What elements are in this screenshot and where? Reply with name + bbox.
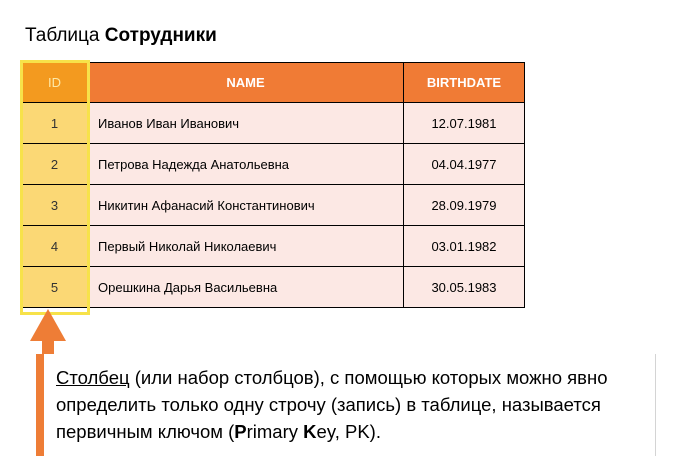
callout-k-bold: K [303, 421, 317, 442]
callout-p-bold: P [234, 421, 247, 442]
up-arrow-icon [30, 309, 66, 354]
table-title [25, 24, 217, 48]
table-row [22, 103, 525, 144]
callout-accent-bar [36, 354, 44, 456]
cell-name: Никитин Афанасий Константинович [88, 185, 404, 226]
column-header-birthdate: BIRTHDATE [404, 63, 525, 103]
cell-name: Первый Николай Николаевич [88, 226, 404, 267]
table-row [22, 185, 525, 226]
cell-birthdate: 12.07.1981 [404, 103, 525, 144]
cell-name: Иванов Иван Иванович [88, 103, 404, 144]
cell-id: 5 [22, 267, 88, 308]
cell-birthdate: 28.09.1979 [404, 185, 525, 226]
cell-id: 3 [22, 185, 88, 226]
callout-text-body: (или набор столбцов), с помощью которых можно явно определить только одну строчу (запись) в таблице, называется первичным ключом ( [56, 367, 608, 442]
callout-term: Столбец [56, 367, 130, 388]
column-header-id: ID [22, 63, 88, 103]
callout-p-rest: rimary [246, 421, 304, 442]
cell-name: Орешкина Дарья Васильевна [88, 267, 404, 308]
title-prefix: Таблица [25, 25, 100, 46]
callout-text [56, 364, 651, 445]
cell-birthdate: 03.01.1982 [404, 226, 525, 267]
table-row [22, 267, 525, 308]
table-row [22, 144, 525, 185]
cell-name: Петрова Надежда Анатольевна [88, 144, 404, 185]
column-header-name: NAME [88, 63, 404, 103]
primary-key-callout [36, 354, 656, 456]
employees-table [21, 62, 525, 308]
cell-id: 4 [22, 226, 88, 267]
title-table-name: Сотрудники [104, 25, 217, 46]
cell-id: 2 [22, 144, 88, 185]
table-row [22, 226, 525, 267]
table-header-row [22, 63, 525, 103]
callout-right-edge [655, 354, 656, 456]
cell-birthdate: 04.04.1977 [404, 144, 525, 185]
cell-birthdate: 30.05.1983 [404, 267, 525, 308]
cell-id: 1 [22, 103, 88, 144]
callout-k-rest: ey, PK). [316, 421, 381, 442]
